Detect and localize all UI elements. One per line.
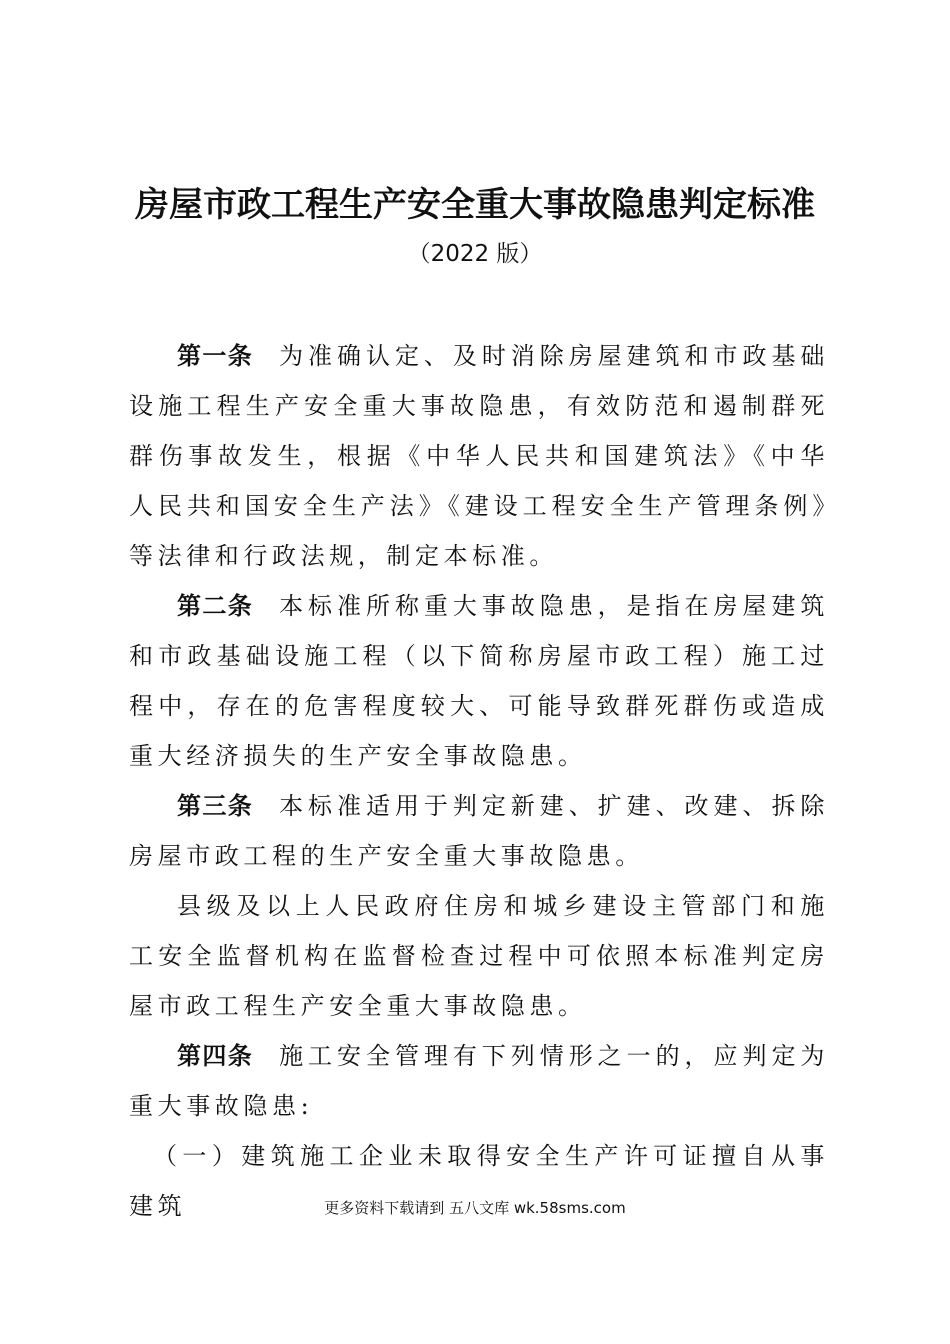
article-label: 第一条 bbox=[177, 342, 254, 370]
document-body bbox=[129, 331, 829, 1231]
article-text: 本标准所称重大事故隐患，是指在房屋建筑和市政基础设施工程（以下简称房屋市政工程）施工过程中，存在的危害程度较大、可能导致群死群伤或造成重大经济损失的生产安全事故隐患。 bbox=[129, 592, 830, 770]
article-text: 本标准适用于判定新建、扩建、改建、拆除房屋市政工程的生产安全重大事故隐患。 bbox=[129, 792, 830, 870]
article-text: 施工安全管理有下列情形之一的，应判定为重大事故隐患: bbox=[129, 1042, 830, 1120]
document-subtitle: （2022 版） bbox=[407, 241, 543, 267]
article-1-paragraph bbox=[129, 331, 829, 581]
article-text: 为准确认定、及时消除房屋建筑和市政基础设施工程生产安全重大事故隐患，有效防范和遏制群死群伤事故发生，根据《中华人民共和国建筑法》《中华人民共和国安全生产法》《建设工程安全生产管理条例》等法律和行政法规，制定本标准。 bbox=[129, 342, 830, 570]
list-item-text: （一）建筑施工企业未取得安全生产许可证擅自从事建筑 bbox=[129, 1142, 829, 1220]
article-3-continuation-paragraph bbox=[129, 881, 829, 1031]
paragraph-text: 县级及以上人民政府住房和城乡建设主管部门和施工安全监督机构在监督检查过程中可依照本标准判定房屋市政工程生产安全重大事故隐患。 bbox=[129, 892, 829, 1020]
article-3-paragraph bbox=[129, 781, 829, 881]
article-2-paragraph bbox=[129, 581, 829, 781]
article-label: 第四条 bbox=[177, 1042, 254, 1070]
document-title: 房屋市政工程生产安全重大事故隐患判定标准 bbox=[135, 185, 815, 225]
article-label: 第二条 bbox=[177, 592, 254, 620]
footer-download-link[interactable]: 更多资料下载请到 五八文库 wk.58sms.com bbox=[324, 1199, 626, 1217]
article-4-paragraph bbox=[129, 1031, 829, 1131]
article-label: 第三条 bbox=[177, 792, 254, 820]
